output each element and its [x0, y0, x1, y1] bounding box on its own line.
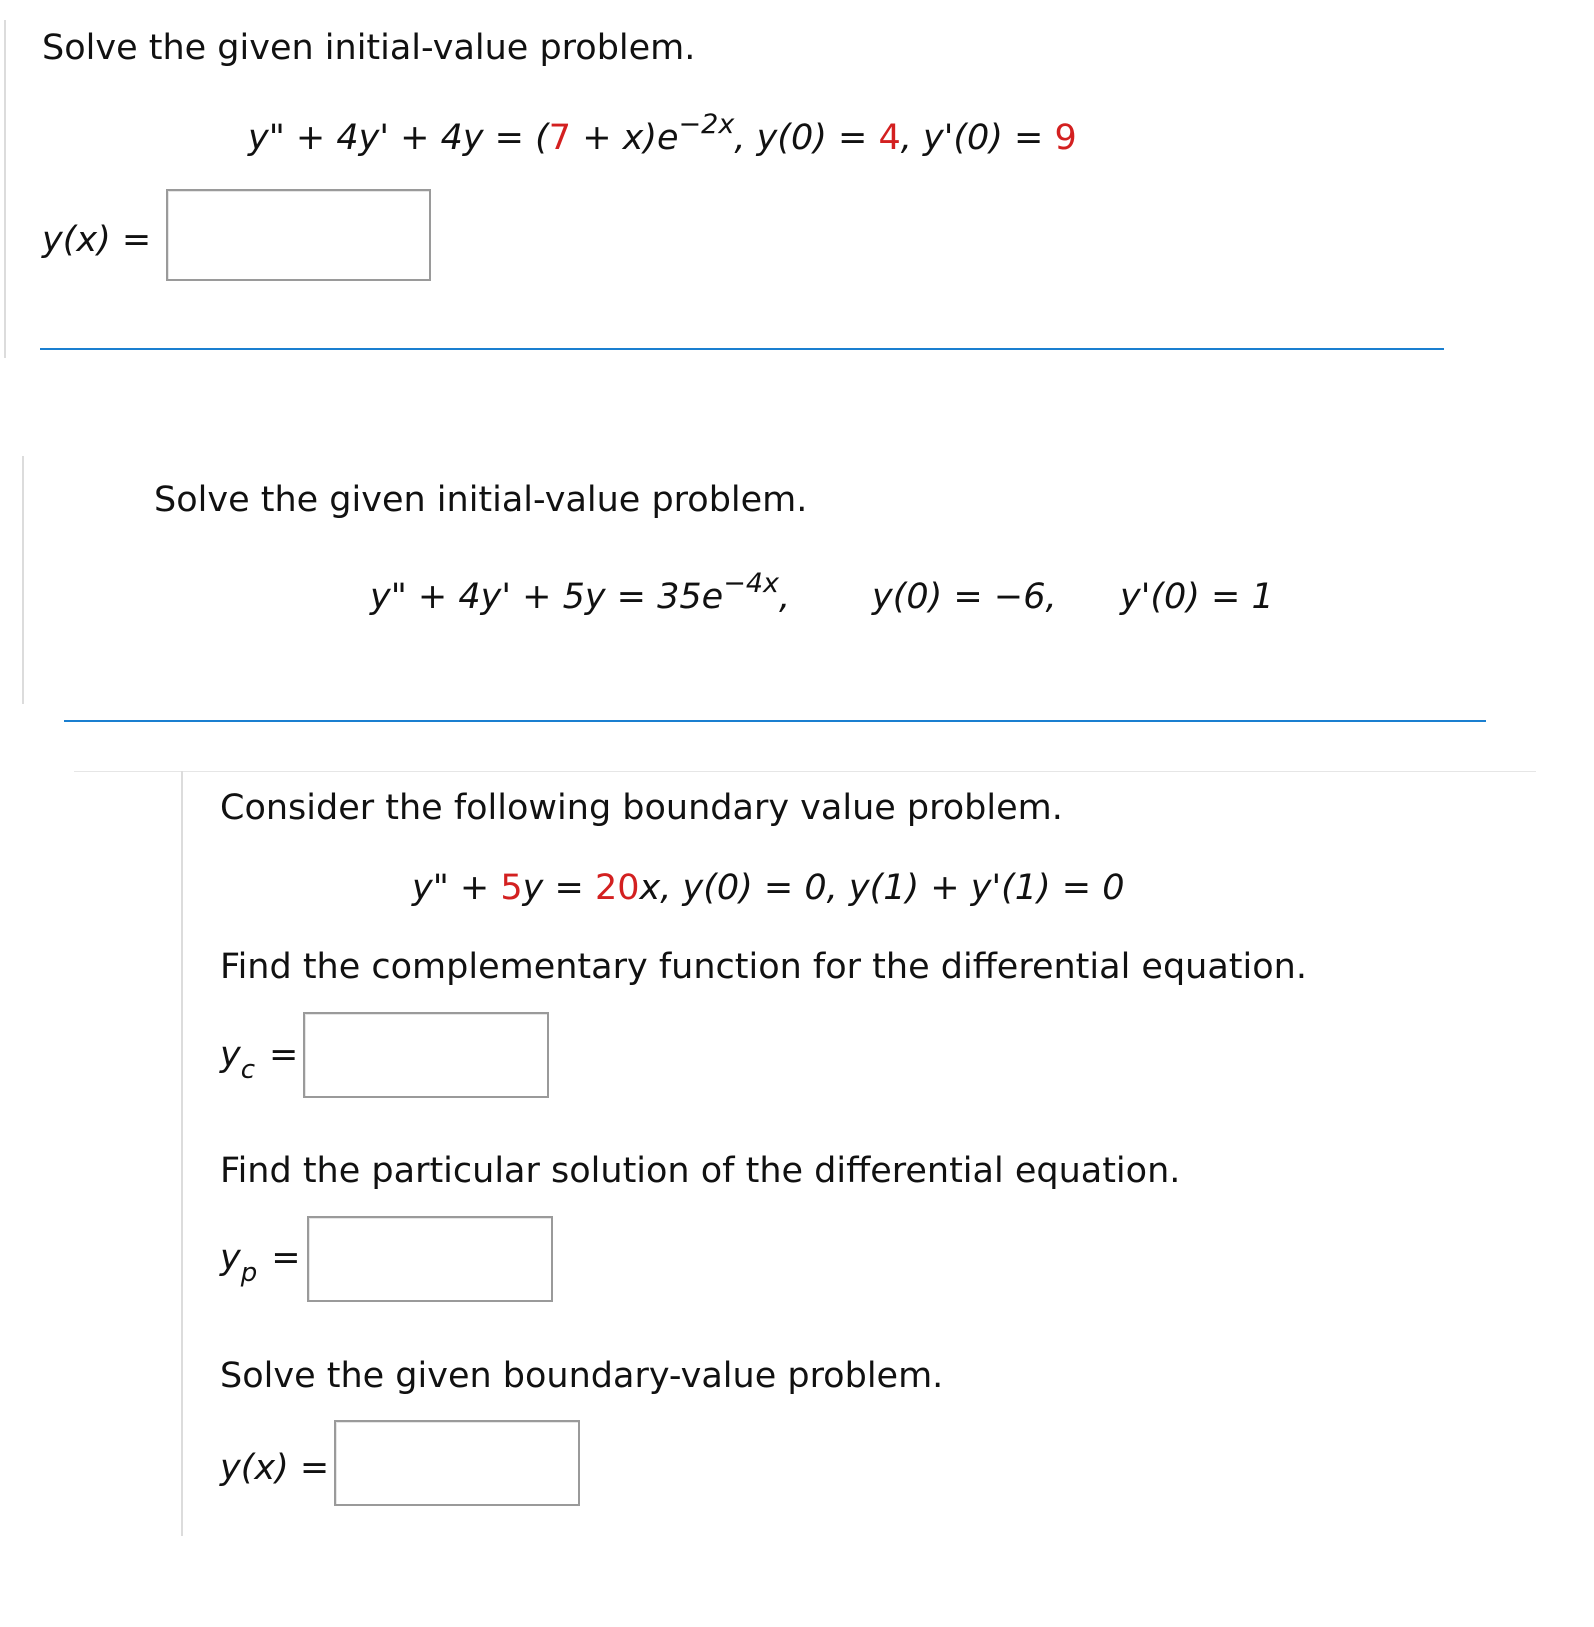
yc-sub: c: [240, 1055, 256, 1085]
problem3-equation: [412, 867, 1125, 909]
problem2-ic2: y'(0) = 1: [1120, 577, 1274, 617]
complementary-question: Find the complementary function for the differential equation.: [220, 947, 1307, 987]
problem1-divider: [40, 348, 1444, 350]
yc-input[interactable]: [303, 1012, 549, 1098]
problem3-eq-c: x, y(0) = 0, y(1) + y'(1) = 0: [639, 868, 1125, 908]
problem3-eq-b: y =: [522, 868, 595, 908]
problem1-left-border: [4, 20, 6, 358]
problem3-eq-coef: 5: [500, 868, 523, 908]
problem3-answer-input[interactable]: [334, 1420, 580, 1506]
problem2-eq-exp: −4x: [723, 568, 779, 599]
yp-sub: p: [240, 1258, 258, 1288]
problem1-eq-sep1: , y(0) =: [734, 118, 879, 158]
problem1-eq-exp: −2x: [678, 109, 735, 140]
yc-equals: =: [269, 1035, 299, 1075]
yc-label: [220, 1034, 299, 1085]
problem2-divider: [64, 720, 1486, 722]
problem1-eq-sep2: , y'(0) =: [900, 118, 1055, 158]
problem3-answer-label: y(x) =: [220, 1448, 330, 1488]
problem1-equation: [248, 109, 1077, 162]
problem1-prompt: Solve the given initial-value problem.: [42, 28, 696, 68]
problem1-eq-mid: + x)e: [571, 118, 679, 158]
problem2-left-border: [22, 456, 24, 704]
problem2-ic1: y(0) = −6,: [872, 577, 1057, 617]
problem3-top-border: [74, 771, 1536, 772]
solve-bvp-question: Solve the given boundary-value problem.: [220, 1356, 944, 1396]
problem1-answer-input[interactable]: [166, 189, 431, 281]
problem1-eq-coef: 7: [548, 118, 572, 158]
problem1-eq-lhs: y" + 4y' + 4y = (: [248, 118, 549, 158]
problem3-left-border: [181, 771, 183, 1536]
yp-label: [220, 1237, 301, 1288]
problem1-ic1: 4: [878, 118, 901, 158]
problem3-eq-a: y" +: [412, 868, 501, 908]
problem1-answer-label: y(x) =: [42, 220, 152, 260]
particular-question: Find the particular solution of the differential equation.: [220, 1151, 1181, 1191]
problem2-eq-comma: ,: [778, 577, 791, 617]
problem2-prompt: Solve the given initial-value problem.: [154, 480, 808, 520]
problem3-prompt: Consider the following boundary value problem.: [220, 788, 1063, 828]
yp-equals: =: [271, 1238, 301, 1278]
problem1-ic2: 9: [1054, 118, 1077, 158]
problem3-eq-rhs: 20: [594, 868, 640, 908]
yp-input[interactable]: [307, 1216, 553, 1302]
problem2-equation: [370, 568, 791, 621]
yc-var: y: [220, 1035, 241, 1075]
problem2-eq-main: y" + 4y' + 5y = 35e: [370, 577, 724, 617]
yp-var: y: [220, 1238, 241, 1278]
